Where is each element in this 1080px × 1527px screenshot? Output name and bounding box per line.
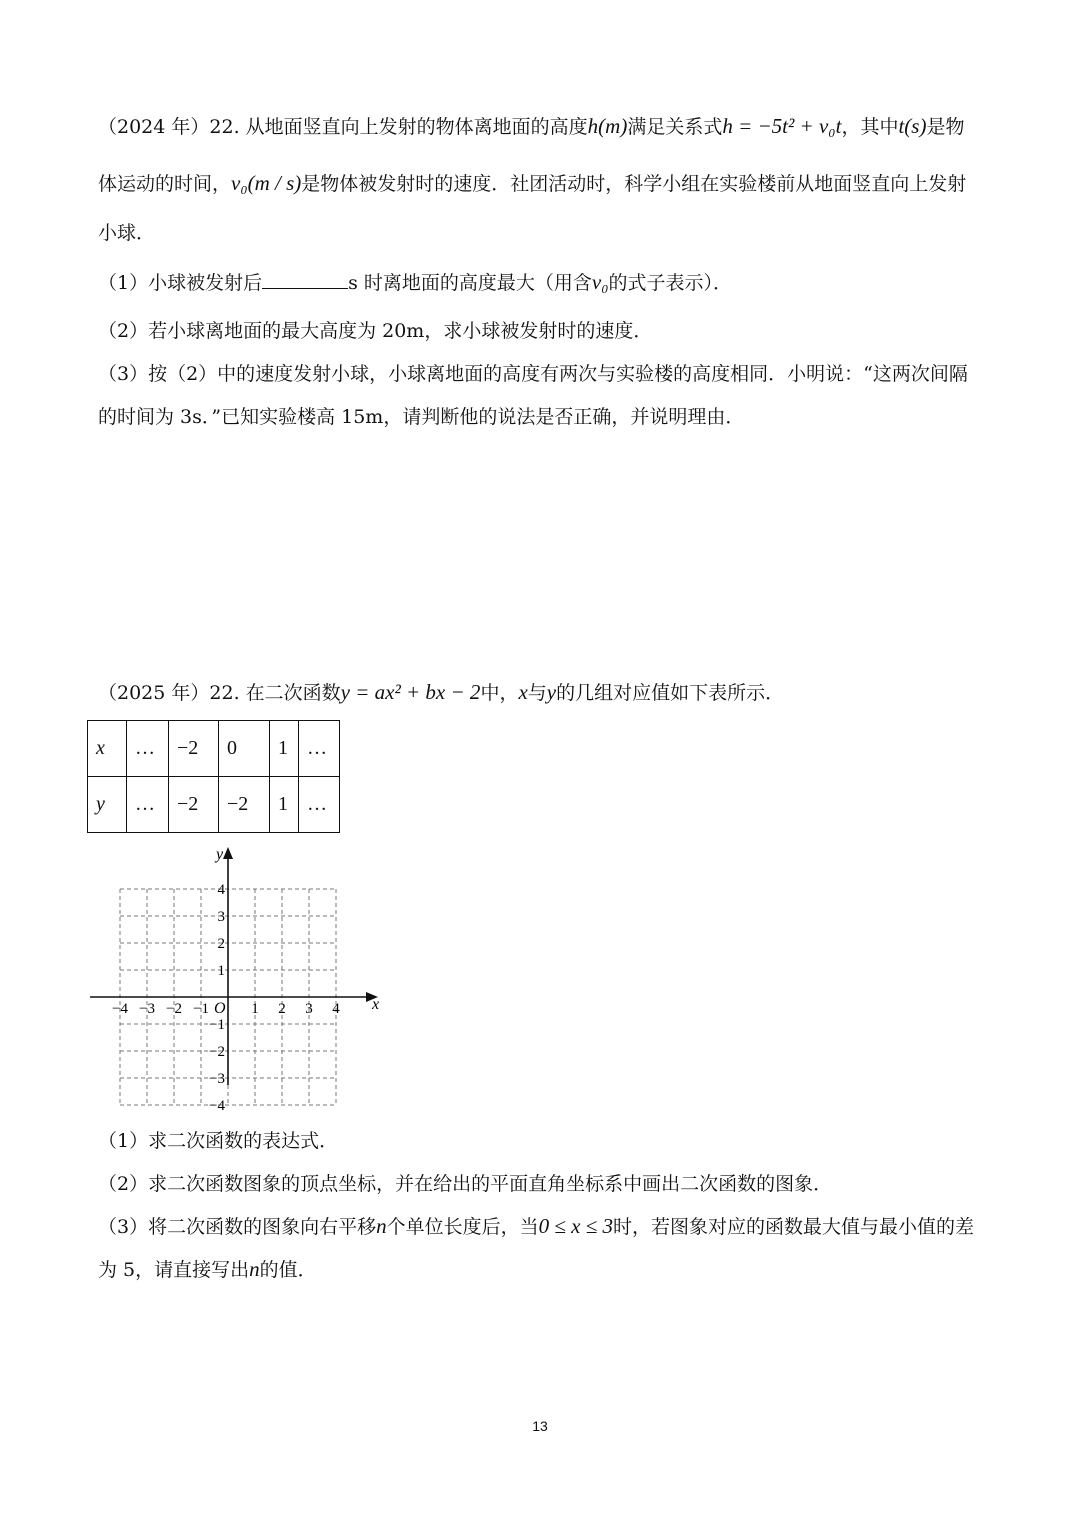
y-tick-label: 4 — [217, 882, 225, 898]
table-cell: −2 — [169, 777, 219, 833]
x-tick-label: −3 — [139, 1001, 155, 1017]
q2025-intro — [98, 679, 988, 706]
q2025-sub2: （2）求二次函数图象的顶点坐标，并在给出的平面直角坐标系中画出二次函数的图象． — [98, 1173, 833, 1195]
x-tick-label: 3 — [305, 1001, 313, 1017]
q2024-line1 — [98, 113, 988, 140]
table-cell: … — [127, 721, 169, 777]
q2024-text: 体运动的时间， — [98, 173, 232, 195]
q2024-sub2: （2）若小球离地面的最大高度为 20m，求小球被发射时的速度． — [98, 320, 653, 342]
q2025-text: 的值． — [259, 1259, 317, 1281]
quadratic-formula: y = ax² + bx − 2 — [340, 680, 481, 704]
q2024-text: 的式子表示）． — [608, 272, 733, 294]
q2024-text: （2024 年）22. 从地面竖直向上发射的物体离地面的高度 — [98, 116, 588, 138]
q2025-text: 的几组对应值如下表所示． — [556, 682, 785, 704]
x-tick-label: −4 — [112, 1001, 128, 1017]
answer-blank[interactable] — [262, 270, 348, 289]
q2024-line3: 小球． — [98, 222, 156, 244]
table-cell: … — [299, 721, 340, 777]
y-tick-label: −2 — [209, 1044, 225, 1060]
x-tick-label: 4 — [332, 1001, 340, 1017]
tick-labels — [112, 882, 340, 1114]
q2025-text: 时，若图象对应的函数最大值与最小值的差 — [612, 1216, 974, 1238]
height-unit: h(m) — [587, 114, 628, 138]
table-cell: 1 — [270, 721, 299, 777]
y-tick-label: 1 — [217, 963, 225, 979]
table-cell: … — [299, 777, 340, 833]
q2025-text: （3）将二次函数的图象向右平移 — [98, 1216, 377, 1238]
q2024-text: 是物体被发射时的速度．社团活动时，科学小组在实验楼前从地面竖直向上发射 — [301, 173, 967, 195]
coordinate-grid[interactable] — [90, 840, 390, 1120]
y-axis-label: y — [216, 846, 224, 863]
time-unit: t(s) — [898, 114, 927, 138]
table-cell: 0 — [219, 721, 270, 777]
values-table — [87, 720, 340, 833]
y-tick-label: −3 — [209, 1071, 225, 1087]
y-tick-label: 3 — [217, 909, 225, 925]
q2025-text: （2025 年）22. 在二次函数 — [98, 682, 341, 704]
q2025-text: 个单位长度后，当 — [386, 1216, 539, 1238]
x-symbol: x — [518, 680, 528, 704]
table-row-x — [88, 721, 340, 777]
x-axis-label: x — [372, 996, 380, 1013]
y-axis-arrow-icon — [223, 847, 233, 859]
x-range: 0 ≤ x ≤ 3 — [538, 1214, 613, 1238]
table-cell: −2 — [219, 777, 270, 833]
q2024-text: 是物 — [926, 116, 965, 138]
table-cell: 1 — [270, 777, 299, 833]
table-cell: −2 — [169, 721, 219, 777]
y-tick-label: −1 — [209, 1017, 225, 1033]
q2024-line2 — [98, 170, 988, 197]
y-tick-label: −4 — [209, 1098, 225, 1114]
q2024-text: （1）小球被发射后 — [98, 272, 263, 294]
y-tick-label: 2 — [217, 936, 225, 952]
q2025-text: 与 — [527, 682, 547, 704]
q2025-sub3-line2 — [98, 1256, 988, 1283]
page-number: 13 — [532, 1418, 548, 1434]
q2025-sub3-line1 — [98, 1213, 988, 1240]
x-tick-label: 1 — [251, 1001, 259, 1017]
velocity-unit: v₀(m / s) — [231, 171, 302, 195]
q2024-sub3-line1: （3）按（2）中的速度发射小球，小球离地面的高度有两次与实验楼的高度相同．小明说：“这两次间隔 — [98, 363, 968, 385]
q2025-text: 为 5，请直接写出 — [98, 1259, 250, 1281]
x-tick-label: −2 — [166, 1001, 182, 1017]
height-formula: h = −5t² + v₀t — [722, 114, 842, 138]
q2025-sub1: （1）求二次函数的表达式． — [98, 1130, 339, 1152]
x-tick-label: 2 — [278, 1001, 286, 1017]
n-symbol: n — [249, 1257, 260, 1281]
q2024-text: s 时离地面的高度最大（用含 — [348, 272, 592, 294]
q2025-text: 中， — [480, 682, 519, 704]
v0-symbol: v₀ — [591, 270, 609, 294]
q2024-sub1 — [98, 269, 988, 296]
axes — [90, 846, 379, 1085]
table-row-y — [88, 777, 340, 833]
table-header-x: x — [88, 721, 127, 777]
q2024-text: ，其中 — [841, 116, 899, 138]
x-tick-label: −1 — [193, 1001, 209, 1017]
origin-label: O — [214, 1000, 226, 1017]
n-symbol: n — [376, 1214, 387, 1238]
y-symbol: y — [546, 680, 557, 704]
table-header-y: y — [88, 777, 127, 833]
q2024-text: 满足关系式 — [627, 116, 723, 138]
table-cell: … — [127, 777, 169, 833]
q2024-sub3-line2: 的时间为 3s．”已知实验楼高 15m，请判断他的说法是否正确，并说明理由． — [98, 406, 745, 428]
